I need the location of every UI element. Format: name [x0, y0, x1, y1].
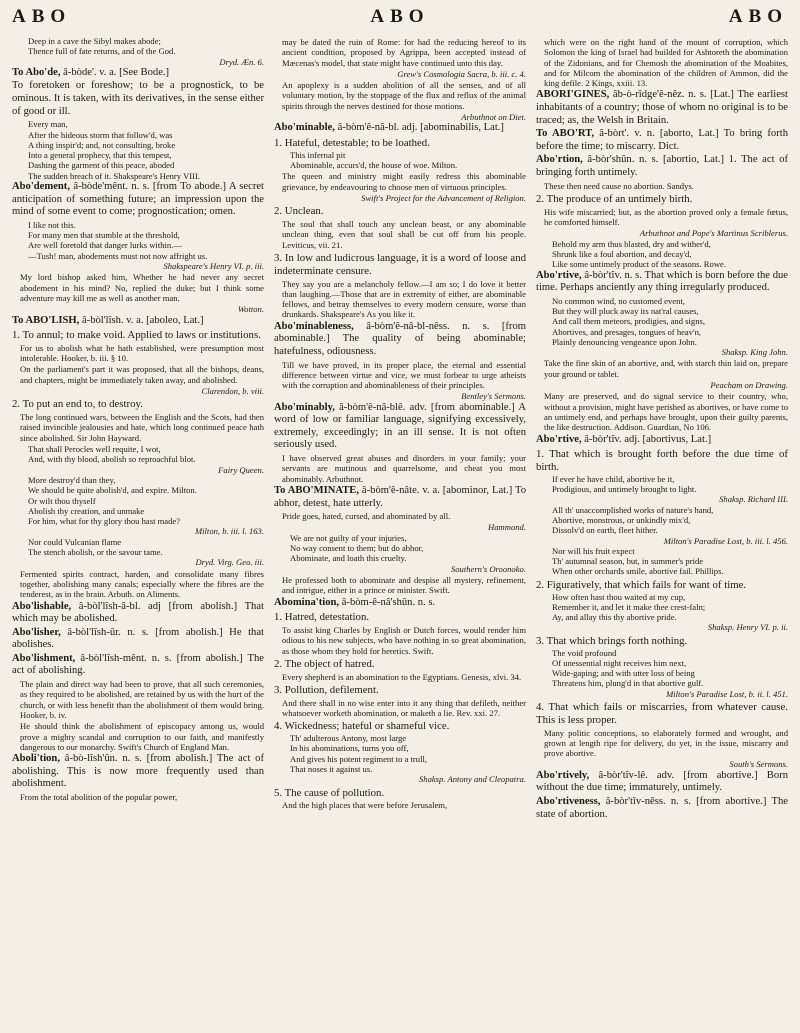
- verse-line: Thence full of fate returns, and of the God.: [28, 46, 176, 57]
- headword-body: â-bòrt'. v. n. [aborto, Lat.] To bring forth before the time; to miscarry. Dict.: [536, 128, 788, 152]
- verse-line: Abominate, and loath this cruelty.: [290, 553, 407, 564]
- verse-line: Abortive, monstrous, or unkindly mix'd,: [552, 514, 691, 525]
- headword-body: â-bòl'lîsh. v. a. [aboleo, Lat.]: [79, 314, 204, 326]
- headword-body: â-bòr'shûn. n. s. [abortio, Lat.] 1. The act of bringing forth untimely.: [536, 154, 788, 179]
- entry-headword: [274, 321, 526, 359]
- verse-line: And call them meteors, prodigies, and signs,: [552, 316, 705, 327]
- entry-headword: [536, 796, 788, 821]
- verse-line: Th' autumnal season, but, in summer's pride: [552, 556, 704, 567]
- citation-source: Shaksp. Antony and Cleopatra.: [418, 774, 526, 785]
- headword-body: â-bòl'lîsh-mênt. n. s. [from abolish.] The act of abolishing.: [12, 652, 264, 677]
- citation: They say you are a melancholy fellow.—I am so; I do love it better than laughing.—Those that are in extremity of either, are abominable fellows, and betray themselves to every modern censure, worse than drunkards. Shakspeare's As you like it.: [282, 278, 526, 320]
- verse-line: Th' adulterous Antony, most large: [290, 733, 407, 744]
- entry-sense: 5. The cause of pollution.: [274, 786, 385, 799]
- citation-source: Southern's Oroonoko.: [450, 563, 526, 574]
- citation: Take the fine skin of an abortive, and, with starch thin laid on, prepare your ground or tablet.: [544, 358, 788, 379]
- headword-body: â-bòl'lîsh-â-bl. adj [from abolish.] That which may be abolished.: [12, 600, 264, 625]
- citation-source: Clarendon, b. viii.: [201, 386, 264, 397]
- citation: On the parliament's part it was proposed, that all the bishops, deans, and chapters, might be immediately taken away, and abolished.: [20, 364, 264, 385]
- citation: Pride goes, hated, cursed, and abominated by all.: [282, 511, 451, 522]
- verse-line: Nor will his fruit expect: [552, 545, 635, 556]
- citation-source: Wotton.: [237, 304, 264, 315]
- entry-sense: 1. That which is brought forth before the due time of birth.: [536, 448, 788, 473]
- entry-headword: [12, 67, 264, 80]
- citation-source: Shakspeare's Henry VI. p. iii.: [163, 261, 264, 272]
- columns: [12, 36, 788, 1026]
- verse-line: After the hideous storm that follow'd, was: [28, 129, 173, 140]
- citation: And there shall in no wise enter into it any thing that defileth, neither whatsoever worketh abomination, or maketh a lie. Rev. xxi. 27.: [282, 697, 526, 718]
- entry-headword: [12, 653, 264, 678]
- citation: The long continued wars, between the English and the Scots, had then raised invincible jealousies and hate, which long continued peace hath since abolished. Sir John Hayward.: [20, 412, 264, 443]
- verse-line: Abominable, accurs'd, the house of woe. Milton.: [290, 160, 458, 171]
- citation: He should think the abolishment of episcopacy among us, would prove a mighty scandal and corruption to our faith, and manifestly dangerous to our monarchy. Swift's Church of England Man.: [20, 721, 264, 752]
- entry-sense: 1. To annul; to make void. Applied to laws or institutions.: [12, 329, 261, 342]
- column-middle: [274, 36, 526, 1026]
- entry-sense: 4. That which fails or miscarries, from whatever cause. This is less proper.: [536, 700, 788, 726]
- headword: Abo'minably,: [274, 401, 335, 413]
- verse-line: We should be quite abolish'd, and expire. Milton.: [28, 485, 197, 496]
- headword-body: â-bòm'ê-nâte. v. a. [abominor, Lat.] To abhor, detest, hate utterly.: [274, 484, 526, 509]
- citation-source: Milton's Paradise Lost, b. iii. l. 456.: [663, 535, 788, 546]
- entry-headword: [536, 770, 788, 795]
- verse-line: The void profound: [552, 647, 617, 658]
- headword: To ABO'LISH,: [12, 314, 80, 326]
- headword: Abo'rtion,: [536, 154, 583, 166]
- verse-line: For him, what for thy glory thou hast made?: [28, 516, 181, 527]
- headword: Abo'rtive,: [536, 269, 582, 281]
- citation: Many politic conceptions, so elaborately formed and wrought, and grown at length ripe for delivery, do yet, in the issue, miscarry and prove abortive.: [544, 727, 788, 759]
- citation: And the high places that were before Jerusalem,: [282, 800, 448, 811]
- entry-headword: [274, 122, 526, 135]
- verse-line: All th' unaccomplished works of nature's hand,: [552, 504, 714, 515]
- verse-line: And, with thy blood, abolish so reproachful blot.: [28, 454, 196, 465]
- verse-line: Remember it, and let it make thee crest-faln;: [552, 601, 706, 612]
- citation-source: Shaksp. Richard III.: [719, 494, 788, 505]
- headword: Abo'minable,: [274, 122, 335, 134]
- headword-body: â-bòr'tîv. n. s. That which is born before the due time. Perhaps anciently any thing irregularly produced.: [536, 269, 788, 294]
- verse-line: Ay, and allay this thy abortive pride.: [552, 612, 677, 623]
- headword: Abo'lisher,: [12, 626, 61, 638]
- headword-body: â-bòm'ê-nâ-blê. adv. [from abominable.] A word of low or familiar language, signifying excessively, extremely, exceedingly; in an ill sense. It is not often seriously used.: [274, 401, 526, 451]
- citation: His wife miscarried; but, as the abortion proved only a female fœtus, he comforted himself.: [544, 206, 788, 228]
- verse-line: Prodigious, and untimely brought to light.: [552, 484, 697, 495]
- citation-source: Milton's Paradise Lost, b. ii. l. 451.: [666, 688, 788, 699]
- entry-headword: [12, 753, 264, 791]
- citation-source: Shaksp. King John.: [721, 347, 788, 358]
- headword: Aboli'tion,: [12, 753, 60, 765]
- citation: Many are preserved, and do signal service to their country, who, without a provision, might have perished as abortives, or have come to an untimely end, and perhaps have brought, upon their guilty parents, the like destruction. Addison. Guardian, No 106.: [544, 391, 788, 433]
- citation: The queen and ministry might easily redress this abominable grievance, by endeavouring to choose men of virtuous principles.: [282, 171, 526, 192]
- citation: My lord bishop asked him, Whether he had never any secret abodement in his mind? No, replied the duke; but I think some adventure may kill me as well as another man.: [20, 272, 264, 303]
- entry-sense: 1. Hatred, detestation.: [274, 611, 370, 624]
- verse-line: Deep in a cave the Sibyl makes abode;: [28, 36, 161, 46]
- verse-line: Behold my arm thus blasted, dry and wither'd,: [552, 238, 711, 249]
- entry-headword: [12, 315, 264, 328]
- header-left: ABO: [12, 6, 72, 27]
- entry-headword: [536, 270, 788, 295]
- entry-headword: [536, 434, 788, 447]
- headword: Abo'minableness,: [274, 320, 354, 332]
- entry-sense: 2. To put an end to, to destroy.: [12, 398, 143, 411]
- headword-body: â-bòm'ê-nâ-bl-nêss. n. s. [from abominable.] The quality of being abominable; hatefulness, odiousness.: [274, 320, 526, 357]
- column-right: [536, 36, 788, 1026]
- headword: Abo'lishment,: [12, 652, 76, 664]
- entry-sense: 2. The produce of an untimely birth.: [536, 192, 693, 205]
- citation-source: Milton, b. iii. l. 163.: [195, 526, 264, 537]
- verse-line: We are not guilty of your injuries,: [290, 532, 407, 543]
- citation-source: Peacham on Drawing.: [710, 380, 788, 391]
- headword-body: âb-ò-rîdge'ê-nêz. n. s. [Lat.] The earliest inhabitants of a country; those of whom no original is to be traced; as, the Welsh in Britain.: [536, 89, 788, 126]
- header-center: ABO: [370, 6, 430, 27]
- citation-source: Dryd. Æn. 6.: [219, 56, 264, 67]
- header-right: ABO: [728, 6, 788, 27]
- entry-headword: [12, 181, 264, 219]
- verse-line: For many men that stumble at the threshold,: [28, 230, 180, 241]
- entry-sense: 3. That which brings forth nothing.: [536, 634, 688, 647]
- entry-sense: 4. Wickedness; hateful or shameful vice.: [274, 720, 450, 733]
- verse-line: That shall Perocles well requite, I wot,: [28, 444, 161, 455]
- headword: To Abo'de,: [12, 66, 61, 78]
- verse-line: In his abominations, turns you off,: [290, 743, 409, 754]
- entry-sense: 2. The object of hatred.: [274, 657, 375, 670]
- citation: An apoplexy is a sudden abolition of all the senses, and of all voluntary motion, by the stoppage of the flux and reflux of the animal spirits through the nerves destined for those motions.: [282, 80, 526, 111]
- verse-line: How often hast thou waited at my cup,: [552, 591, 686, 602]
- verse-line: I like not this.: [28, 219, 76, 230]
- headword: Abo'rtive,: [536, 433, 582, 445]
- headword-body: â-bòr'tîv. adj. [abortivus, Lat.]: [581, 433, 712, 445]
- verse-line: Abolish thy creation, and unmake: [28, 505, 145, 516]
- verse-line: Or wilt thou thyself: [28, 495, 96, 506]
- verse-line: If ever he have child, abortive be it,: [552, 473, 675, 484]
- headword-body: â-bò-lîsh'ûn. n. s. [from abolish.] The act of abolishing. This is now more frequently used than abolishment.: [12, 753, 264, 790]
- citation: Till we have proved, in its proper place, the eternal and essential difference between virtue and vice, we must forbear to urge atheists with the corruption and abominableness of their principles.: [282, 359, 526, 391]
- verse-line: No way consent to them; but do abhor,: [290, 543, 424, 554]
- headword: Abomina'tion,: [274, 596, 340, 608]
- citation-source: Dryd. Virg. Geo. iii.: [195, 557, 264, 568]
- headword: ABORI'GINES,: [536, 89, 610, 101]
- headword-body: â-bòr'tîv-nêss. n. s. [from abortive.] The state of abortion.: [536, 795, 788, 820]
- citation-source: Swift's Project for the Advancement of Religion.: [361, 192, 526, 203]
- entry-definition: To foretoken or foreshow; to be a prognostick, to be ominous. It is taken, with its derivatives, in the sense either of good or ill.: [12, 80, 264, 117]
- verse-line: Like some untimely product of the seasons. Rowe.: [552, 259, 726, 270]
- verse-line: Shrunk like a foul abortion, and decay'd,: [552, 248, 692, 259]
- citation-source: Arbuthnot on Diet.: [461, 112, 526, 123]
- citation: which were on the right hand of the mount of corruption, which Solomon the king of Israel had builded for Ashtoreth the abomination of the Zidonians, and for Chemosh the abomination of the Moabites, and for Milcom the abomination of the children of Ammon, did the king defile. 2 Kings, xxiii. 13.: [544, 37, 788, 89]
- verse-line: And gives his potent regiment to a trull,: [290, 753, 428, 764]
- citation: He professed both to abominate and despise all mystery, refinement, and intrigue, either in a prince or minister. Swift.: [282, 574, 526, 596]
- citation: These then need cause no abortion. Sandys.: [544, 180, 694, 191]
- headword-body: â-bòr'tîv-lê. adv. [from abortive.] Born without the due time; immaturely, untimely.: [536, 769, 788, 794]
- citation: I have observed great abuses and disorders in your family; your servants are mutinous and quarrelsome, and cheat you most abominably. Arbuthnot.: [282, 453, 526, 484]
- verse-line: No common wind, no customed event,: [552, 295, 685, 306]
- verse-line: The sudden breach of it. Shakspeare's Henry VIII.: [28, 170, 201, 181]
- verse-line: Dissolv'd on earth, fleet hither.: [552, 525, 658, 536]
- citation: Fermented spirits contract, harden, and consolidate many fibres together, abolishing many canals; especially where the fibres are the tenderest, as in the brain. Arbuth. on Aliments.: [20, 568, 264, 600]
- headword-body: â-bòl'lîsh-ûr. n. s. [from abolish.] He that abolishes.: [12, 626, 264, 651]
- verse-line: Dashing the garment of this peace, aboded: [28, 160, 175, 171]
- verse-line: Every man,: [28, 119, 68, 130]
- entry-headword: [12, 601, 264, 626]
- entry-headword: [274, 597, 526, 610]
- entry-sense: 2. Unclean.: [274, 205, 324, 218]
- verse-line: Nor could Vulcanian flame: [28, 536, 122, 547]
- entry-sense: 3. In low and ludicrous language, it is a word of loose and indeterminate censure.: [274, 251, 526, 277]
- headword: Abo'rtively,: [536, 769, 590, 781]
- verse-line: Of unessential night receives him next,: [552, 657, 687, 668]
- citation: For us to abolish what he hath established, were presumption most intolerable. Hooker, b. iii. § 10.: [20, 342, 264, 364]
- entry-headword: [536, 89, 788, 127]
- verse-line: Threatens him, plung'd in that abortive gulf.: [552, 678, 704, 689]
- citation: may be dated the ruin of Rome: for had the reducing hereof to its ancient condition, proposed by Agrippa, been accepted instead of Mæcenas's model, that state might have continued unto this day.: [282, 37, 526, 68]
- entry-sense: 3. Pollution, defilement.: [274, 683, 379, 696]
- verse-line: When other orchards smile, abortive fail. Phillips.: [552, 566, 724, 577]
- column-left: [12, 36, 264, 1026]
- verse-line: But they will pluck away its nat'ral causes,: [552, 306, 699, 316]
- headword: To ABO'MINATE,: [274, 484, 360, 496]
- entry-headword: [536, 154, 788, 179]
- verse-line: —Tush! man, abodements must not now affright us.: [28, 250, 208, 261]
- headword: Abo'rtiveness,: [536, 795, 601, 807]
- citation-source: Grew's Cosmologia Sacra, b. iii. c. 4.: [397, 68, 526, 79]
- verse-line: Abortives, and presages, tongues of heav'n,: [552, 326, 702, 337]
- citation-source: South's Sermons.: [729, 759, 788, 770]
- headword: To ABO'RT,: [536, 128, 595, 140]
- entry-headword: [274, 485, 526, 510]
- citation-source: Arbuthnot and Pope's Martinus Scriblerus.: [639, 228, 788, 239]
- headword-body: â-bòde'. v. a. [See Bode.]: [60, 66, 170, 78]
- citation-source: Hammond.: [488, 522, 526, 533]
- headword: Abo'dement,: [12, 181, 70, 193]
- entry-sense: 1. Hateful, detestable; to be loathed.: [274, 136, 430, 149]
- verse-line: More destroy'd than they,: [28, 474, 116, 485]
- verse-line: That noses it against us.: [290, 763, 373, 774]
- verse-line: A thing inspir'd; and, not consulting, broke: [28, 139, 176, 150]
- verse-line: Into a general prophecy, that this tempest,: [28, 150, 172, 161]
- headword-body: â-bòm'ê-nâ-bl. adj. [abominabilis, Lat.]: [334, 122, 504, 134]
- headword: Abo'lishable,: [12, 600, 72, 612]
- entry-sense: 2. Figuratively, that which fails for want of time.: [536, 578, 747, 591]
- headword-body: â-bòm-ê-nâ'shûn. n. s.: [339, 596, 436, 608]
- verse-line: The stench abolish, or the savour tame.: [28, 547, 163, 558]
- entry-headword: [536, 128, 788, 153]
- verse-line: Plainly denouncing vengeance upon John.: [552, 336, 697, 347]
- verse-line: Are well foretold that danger lurks within.—: [28, 240, 182, 251]
- verse-line: Wide-gaping; and with utter loss of being: [552, 668, 695, 679]
- citation: To assist king Charles by English or Dutch forces, would render him odious to his new subjects, who have nothing in so great abomination, as those whom they hold for heretics. Swift.: [282, 624, 526, 656]
- citation: From the total abolition of the popular power,: [20, 791, 178, 802]
- citation: Every shepherd is an abomination to the Egyptians. Genesis, xlvi. 34.: [282, 671, 522, 682]
- citation-source: Bentley's Sermons.: [461, 391, 526, 402]
- verse-line: This infernal pit: [290, 149, 346, 160]
- headword-body: â-bòde'mênt. n. s. [from To abode.] A secret anticipation of something future; an impression upon the mind of some event to come; prognostication; omen.: [12, 181, 264, 218]
- running-header: [12, 6, 788, 28]
- citation: The soul that shall touch any unclean beast, or any abominable unclean thing, even that soul shall be cut off from his people. Leviticus, vii. 21.: [282, 219, 526, 250]
- entry-headword: [12, 627, 264, 652]
- citation-source: Shaksp. Henry VI. p. ii.: [707, 622, 788, 633]
- entry-headword: [274, 402, 526, 452]
- citation-source: Fairy Queen.: [218, 464, 264, 475]
- citation: The plain and direct way had been to prove, that all such ceremonies, as they required to be abolished, are retained by us with the hurt of the church, or with less benefit than the abolishment of them would bring. Hooker, b. iv.: [20, 679, 264, 720]
